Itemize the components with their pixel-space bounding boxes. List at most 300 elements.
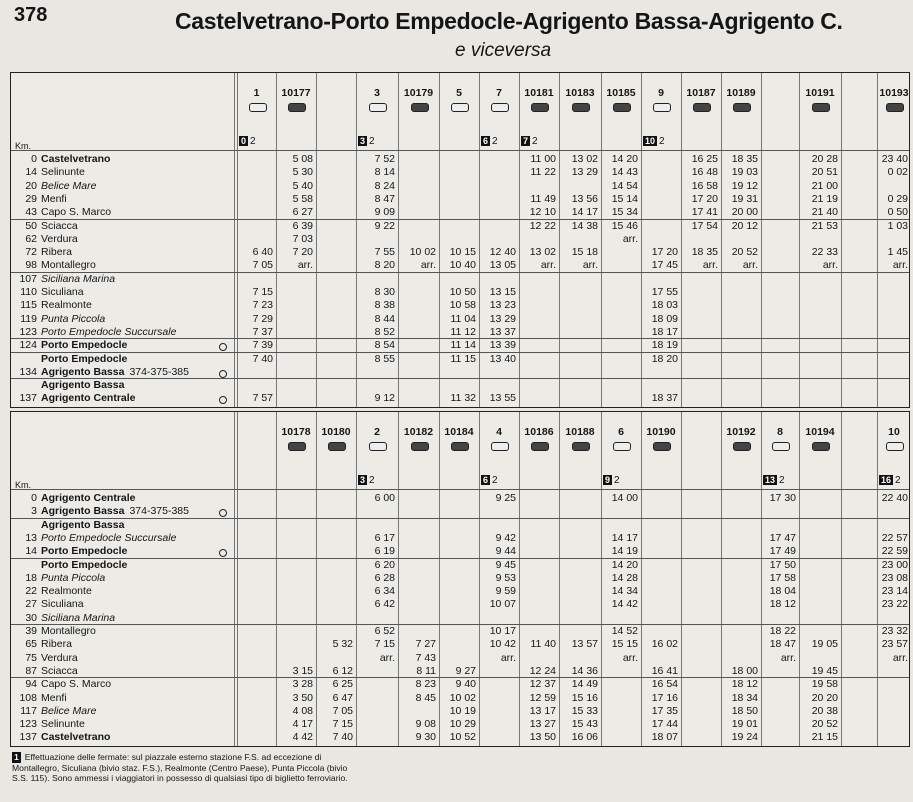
column-divider (799, 73, 800, 407)
station-name (41, 532, 176, 545)
time-cell: 11 15 (450, 352, 476, 365)
time-cell: 18 20 (651, 352, 678, 365)
time-cell: 12 22 (529, 219, 556, 232)
station-km: 124 (19, 339, 37, 352)
class-label: 2 (250, 136, 256, 147)
time-cell: 14 17 (571, 206, 598, 219)
time-cell: 9 30 (415, 731, 436, 744)
station-km: 108 (19, 691, 37, 704)
class-label: 2 (779, 475, 785, 486)
station-km: 115 (20, 299, 37, 312)
time-cell: 15 46 (611, 219, 638, 232)
station-name (41, 731, 110, 744)
class-label: 2 (532, 136, 538, 147)
station-km: 137 (19, 392, 37, 405)
column-divider (519, 73, 520, 407)
time-cell: 21 40 (811, 206, 838, 219)
time-cell: 17 30 (769, 492, 796, 504)
time-cell: 0 02 (887, 166, 908, 179)
column-divider (721, 73, 722, 407)
time-cell: 14 52 (611, 625, 638, 637)
time-cell: 23 00 (881, 558, 908, 571)
km-label: Km. (15, 141, 32, 151)
station-label: Montallegro (41, 625, 96, 637)
time-cell: 14 42 (611, 598, 638, 611)
time-cell: 20 38 (811, 704, 838, 717)
station-name (41, 233, 78, 246)
time-cell: 10 40 (449, 259, 476, 272)
time-cell: 13 23 (489, 299, 516, 312)
time-cell: 6 25 (332, 678, 353, 691)
station-label: Castelvetrano (41, 731, 111, 744)
time-cell: 19 01 (731, 718, 758, 731)
station-km: 20 (25, 179, 37, 192)
time-cell: arr. (892, 259, 908, 272)
train-number: 3 (374, 87, 380, 99)
time-cell: 17 54 (691, 219, 718, 232)
time-cell: 23 40 (881, 153, 908, 165)
train-icon (572, 442, 590, 451)
station-label: Punta Piccola (41, 571, 106, 584)
time-cell: 11 00 (530, 153, 556, 165)
bus-icon (491, 103, 509, 112)
time-cell: 7 15 (374, 638, 395, 651)
time-cell: 13 55 (489, 392, 516, 405)
station-label: Realmonte (41, 299, 92, 312)
train-number: 10185 (606, 87, 636, 99)
station-name (41, 638, 72, 651)
time-cell: 13 39 (489, 339, 516, 352)
station-label: Siculiana (41, 286, 84, 298)
bus-icon (369, 442, 387, 451)
table-number: 378 (14, 4, 48, 26)
bus-icon (451, 103, 469, 112)
train-number: 10190 (646, 426, 676, 438)
time-cell: 18 07 (651, 731, 678, 744)
time-cell: 14 49 (571, 678, 598, 691)
train-icon (531, 103, 549, 112)
station-label: Belice Mare (41, 704, 97, 717)
station-name (41, 339, 127, 352)
train-number: 5 (456, 87, 462, 99)
time-cell: 8 52 (374, 325, 395, 338)
station-name (41, 652, 78, 665)
time-cell: 20 12 (731, 219, 758, 232)
time-cell: 11 22 (530, 166, 556, 179)
station-km: 14 (25, 545, 37, 558)
time-cell: 17 20 (691, 192, 718, 205)
time-cell: 7 29 (252, 312, 273, 325)
station-label: Menfi (41, 691, 67, 704)
column-divider (841, 73, 842, 407)
station-label: Agrigento Centrale (41, 492, 136, 504)
time-cell: 3 50 (292, 691, 313, 704)
time-cell: 23 57 (881, 638, 908, 651)
time-cell: 14 43 (611, 166, 638, 179)
time-cell: 6 27 (292, 206, 313, 219)
time-cell: 6 17 (374, 531, 395, 544)
time-cell: 13 02 (571, 153, 598, 165)
time-cell: arr. (297, 259, 313, 272)
train-icon (812, 442, 830, 451)
time-cell: 11 40 (530, 638, 556, 651)
station-km: 62 (25, 232, 37, 245)
header-divider (11, 489, 909, 490)
time-cell: 14 00 (611, 492, 638, 504)
time-cell: arr. (582, 259, 598, 272)
class-label: 2 (659, 136, 665, 147)
time-cell: 10 07 (489, 598, 516, 611)
time-cell: 17 47 (769, 531, 796, 544)
footnote (12, 752, 352, 784)
time-cell: arr. (500, 651, 516, 664)
footnote-text: Effettuazione delle fermate: sul piazzale esterno stazione F.S. ad eccezione di Montallegro, Siculiana (bivio staz. F.S.), Realmonte (Centro Paese), Punta Piccola (bivio S.S. 115). Sono ammessi i viaggiatori in possesso di qualsiasi tipo di biglietto ferroviario. (12, 752, 348, 783)
station-km: 110 (20, 286, 37, 298)
station-name (41, 180, 96, 193)
column-divider (316, 73, 317, 407)
train-number: 10184 (444, 426, 474, 438)
time-cell: 13 27 (529, 718, 556, 731)
station-label: Sciacca (41, 219, 78, 232)
time-cell: 22 59 (881, 545, 908, 558)
train-icon (411, 103, 429, 112)
note-marker-icon: 0 (241, 136, 247, 146)
train-number: 10186 (524, 426, 554, 438)
train-number: 10 (888, 426, 900, 438)
time-cell: 20 28 (811, 153, 838, 165)
class-label: 2 (369, 136, 375, 147)
time-cell: 7 52 (374, 153, 395, 165)
time-cell: 7 40 (252, 352, 273, 365)
time-cell: 9 40 (455, 678, 476, 691)
time-cell: 7 40 (332, 731, 353, 744)
station-label: Agrigento Bassa (41, 518, 125, 531)
time-cell: 12 59 (529, 691, 556, 704)
train-number: 10194 (805, 426, 835, 438)
km-label: Km. (15, 480, 32, 490)
time-cell: 7 43 (415, 651, 436, 664)
time-cell: 18 04 (769, 585, 796, 598)
time-cell: arr. (702, 259, 718, 272)
station-label: Porto Empedocle Succursale (41, 531, 177, 544)
time-cell: 20 51 (811, 166, 838, 179)
time-cell: 5 40 (292, 179, 313, 192)
class-label: 2 (492, 136, 498, 147)
station-km: 137 (19, 731, 37, 744)
station-name (41, 153, 110, 166)
connection-tables: 374-375-385 (129, 505, 189, 518)
time-cell: 13 05 (489, 259, 516, 272)
station-name (41, 598, 84, 611)
time-cell: 22 33 (811, 246, 838, 259)
time-cell: 7 20 (292, 246, 313, 259)
station-name (41, 505, 189, 518)
time-cell: 9 45 (495, 558, 516, 571)
station-km: 98 (25, 259, 37, 272)
time-cell: 20 52 (731, 246, 758, 259)
train-number: 10193 (879, 87, 909, 99)
station-name (41, 519, 124, 532)
station-name (41, 220, 78, 233)
time-cell: 12 40 (489, 246, 516, 259)
time-cell: 9 59 (495, 585, 516, 598)
station-name (41, 326, 176, 339)
station-label: Porto Empedocle (41, 352, 128, 365)
station-label: Belice Mare (41, 179, 97, 192)
train-icon (653, 442, 671, 451)
time-cell: 10 17 (489, 625, 516, 637)
time-cell: 14 19 (611, 545, 638, 558)
train-icon (886, 103, 904, 112)
station-name (41, 705, 96, 718)
time-cell: 17 58 (769, 571, 796, 584)
time-cell: 3 28 (292, 678, 313, 691)
class-label: 2 (895, 475, 901, 486)
time-cell: 17 45 (651, 259, 678, 272)
station-label: Porto Empedocle Succursale (41, 325, 177, 338)
time-cell: 15 34 (611, 206, 638, 219)
time-cell: 7 37 (252, 325, 273, 338)
train-icon (733, 103, 751, 112)
time-cell: 14 54 (611, 179, 638, 192)
bus-icon (613, 442, 631, 451)
train-number: 6 (618, 426, 624, 438)
time-cell: 7 55 (374, 246, 395, 259)
station-km: 65 (25, 638, 37, 651)
interchange-icon (219, 343, 227, 351)
column-divider (681, 73, 682, 407)
time-cell: 18 34 (731, 691, 758, 704)
interchange-icon (219, 370, 227, 378)
time-cell: 19 24 (731, 731, 758, 744)
station-name (41, 625, 96, 638)
station-km: 75 (25, 651, 37, 664)
time-cell: arr. (892, 651, 908, 664)
time-cell: 6 40 (252, 246, 273, 259)
station-name (41, 246, 72, 259)
note-marker-icon: 7 (523, 136, 529, 146)
service-tag (358, 136, 375, 147)
time-cell: 6 12 (332, 664, 353, 677)
service-tag (879, 475, 901, 486)
time-cell: 18 50 (731, 704, 758, 717)
station-name (41, 313, 105, 326)
time-cell: 6 47 (332, 691, 353, 704)
time-cell: 12 24 (529, 664, 556, 677)
time-cell: arr. (622, 232, 638, 245)
column-divider (761, 73, 762, 407)
station-name (41, 678, 111, 691)
section-divider (11, 219, 909, 220)
column-divider (234, 73, 235, 407)
connection-tables: 374-375-385 (129, 365, 189, 378)
time-cell: 23 14 (881, 585, 908, 598)
time-cell: 4 42 (292, 731, 313, 744)
station-name (41, 665, 78, 678)
time-cell: 9 53 (495, 571, 516, 584)
station-name (41, 585, 92, 598)
bus-icon (772, 442, 790, 451)
time-cell: 21 53 (811, 219, 838, 232)
station-label: Agrigento Bassa (41, 505, 125, 518)
section-divider (11, 272, 909, 273)
time-cell: 16 54 (651, 678, 678, 691)
class-label: 2 (492, 475, 498, 486)
time-cell: 11 04 (450, 312, 476, 325)
time-cell: 17 16 (651, 691, 678, 704)
time-cell: 16 06 (571, 731, 598, 744)
time-cell: 7 05 (332, 704, 353, 717)
station-km: 43 (25, 206, 37, 219)
station-km: 0 (31, 492, 37, 504)
time-cell: 11 12 (450, 325, 476, 338)
time-cell: 10 42 (489, 638, 516, 651)
station-label: Capo S. Marco (41, 678, 112, 691)
time-cell: 14 38 (571, 219, 598, 232)
time-cell: 21 19 (811, 192, 838, 205)
time-cell: 10 02 (449, 691, 476, 704)
station-label: Siciliana Marina (41, 611, 116, 624)
train-icon (693, 103, 711, 112)
time-cell: 6 39 (292, 219, 313, 232)
interchange-icon (219, 396, 227, 404)
time-cell: 18 19 (651, 339, 678, 352)
column-divider (841, 412, 842, 746)
header-divider (11, 150, 909, 151)
station-label: Agrigento Centrale (41, 392, 136, 405)
time-cell: 7 27 (415, 638, 436, 651)
station-km: 18 (25, 571, 37, 584)
time-cell: 13 29 (571, 166, 598, 179)
time-cell: 18 47 (769, 638, 796, 651)
time-cell: 9 09 (374, 206, 395, 219)
time-cell: 18 37 (651, 392, 678, 405)
time-cell: 15 14 (611, 192, 638, 205)
time-cell: 10 15 (449, 246, 476, 259)
note-marker-icon: 3 (360, 475, 366, 485)
note-marker-icon: 10 (645, 136, 656, 146)
time-cell: 6 34 (374, 585, 395, 598)
station-label: Porto Empedocle (41, 339, 128, 352)
time-cell: 9 22 (374, 219, 395, 232)
time-cell: 7 03 (292, 232, 313, 245)
time-cell: 4 08 (292, 704, 313, 717)
time-cell: 19 45 (811, 664, 838, 677)
time-cell: 6 00 (374, 492, 395, 504)
station-km: 13 (25, 531, 37, 544)
station-km: 72 (25, 246, 37, 259)
train-number: 10191 (805, 87, 835, 99)
station-label: Porto Empedocle (41, 558, 128, 571)
station-name (41, 353, 127, 366)
train-icon (733, 442, 751, 451)
note-marker-icon: 13 (765, 475, 776, 485)
column-divider (237, 412, 238, 746)
note-marker-icon: 6 (483, 136, 489, 146)
time-cell: 9 27 (455, 664, 476, 677)
time-cell: 11 49 (530, 192, 556, 205)
time-cell: 0 50 (887, 206, 908, 219)
time-cell: 3 15 (292, 664, 313, 677)
station-name (41, 206, 111, 219)
time-cell: 8 44 (374, 312, 395, 325)
time-cell: 8 20 (374, 259, 395, 272)
station-name (41, 545, 127, 558)
train-icon (288, 442, 306, 451)
time-cell: 1 03 (887, 219, 908, 232)
column-divider (877, 73, 878, 407)
page-subtitle: e viceversa (455, 40, 552, 61)
time-cell: 5 58 (292, 192, 313, 205)
train-icon (812, 103, 830, 112)
time-cell: 13 02 (529, 246, 556, 259)
time-cell: 4 17 (292, 718, 313, 731)
time-cell: 5 30 (292, 166, 313, 179)
time-cell: 16 41 (651, 664, 678, 677)
train-number: 10177 (281, 87, 311, 99)
time-cell: 13 29 (489, 312, 516, 325)
time-cell: 14 28 (611, 571, 638, 584)
time-cell: 7 39 (252, 339, 273, 352)
time-cell: 10 29 (449, 718, 476, 731)
bus-icon (886, 442, 904, 451)
time-cell: 18 35 (731, 153, 758, 165)
time-cell: 8 11 (416, 664, 436, 677)
time-cell: arr. (742, 259, 758, 272)
station-label: Ribera (41, 246, 72, 259)
station-label: Selinunte (41, 166, 85, 179)
time-cell: 21 00 (811, 179, 838, 192)
time-cell: 14 36 (571, 664, 598, 677)
train-number: 7 (496, 87, 502, 99)
note-marker-icon: 6 (483, 475, 489, 485)
station-name (41, 492, 136, 505)
time-cell: 17 49 (769, 545, 796, 558)
time-cell: 10 02 (409, 246, 436, 259)
station-label: Agrigento Bassa (41, 379, 125, 392)
bus-icon (653, 103, 671, 112)
column-divider (681, 412, 682, 746)
time-cell: 6 52 (374, 625, 395, 637)
station-km: 123 (19, 718, 37, 731)
station-label: Castelvetrano (41, 153, 111, 165)
station-label: Siculiana (41, 598, 84, 611)
time-cell: 6 42 (374, 598, 395, 611)
time-cell: 13 57 (571, 638, 598, 651)
time-cell: 8 24 (374, 179, 395, 192)
time-cell: 15 15 (611, 638, 638, 651)
station-km: 0 (31, 153, 37, 165)
train-number: 10183 (565, 87, 595, 99)
train-icon (572, 103, 590, 112)
time-cell: 20 20 (811, 691, 838, 704)
time-cell: 14 17 (611, 531, 638, 544)
time-cell: 9 44 (495, 545, 516, 558)
time-cell: 5 08 (292, 153, 313, 165)
time-cell: arr. (420, 259, 436, 272)
time-cell: 9 25 (495, 492, 516, 504)
station-label: Capo S. Marco (41, 206, 112, 219)
service-tag (358, 475, 375, 486)
time-cell: 16 58 (691, 179, 718, 192)
station-name (41, 366, 189, 379)
station-name (41, 612, 115, 625)
time-cell: 9 08 (415, 718, 436, 731)
column-divider (234, 412, 235, 746)
time-cell: 13 15 (489, 286, 516, 298)
station-name (41, 166, 85, 179)
station-km: 117 (20, 704, 37, 717)
